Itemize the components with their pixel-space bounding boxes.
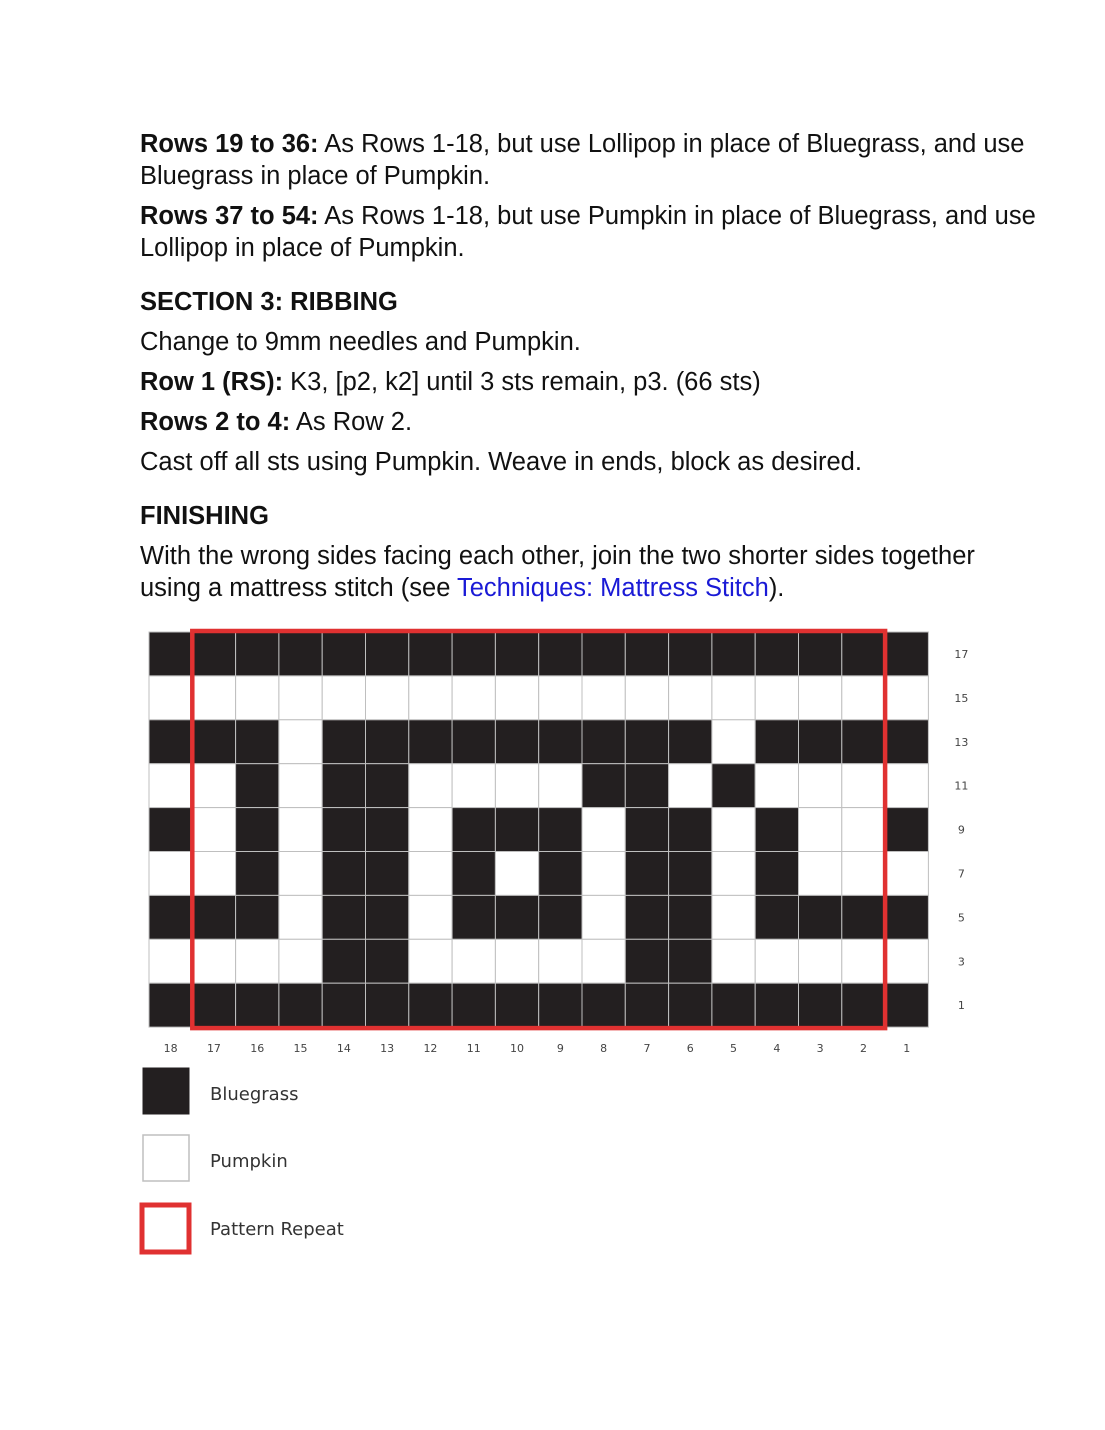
chart-cell	[452, 632, 495, 676]
column-number-label: 17	[206, 1042, 221, 1056]
chart-cell	[409, 720, 452, 764]
chart-cell	[842, 983, 885, 1027]
chart-cell	[842, 808, 885, 852]
chart-cell	[799, 983, 842, 1027]
chart-cell	[236, 632, 279, 676]
chart-cell	[799, 939, 842, 983]
chart-cell	[885, 852, 928, 896]
chart-cell	[625, 852, 668, 896]
chart-cell	[842, 895, 885, 939]
rows-2-4-text: As Row 2.	[290, 408, 413, 436]
legend-label: Pattern Repeat	[210, 1219, 344, 1240]
chart-cell	[625, 764, 668, 808]
column-number-label: 8	[600, 1042, 608, 1056]
chart-cell	[409, 764, 452, 808]
chart-cell	[149, 939, 192, 983]
chart-cell	[755, 720, 798, 764]
chart-cell	[712, 808, 755, 852]
chart-cell	[755, 895, 798, 939]
chart-cell	[409, 676, 452, 720]
column-number-label: 18	[163, 1042, 178, 1056]
chart-cell	[712, 632, 755, 676]
column-number-label: 14	[336, 1042, 351, 1056]
chart-cell	[885, 764, 928, 808]
chart-cell	[322, 939, 365, 983]
chart-cell	[366, 939, 409, 983]
chart-cell	[712, 983, 755, 1027]
chart-cell	[279, 720, 322, 764]
row-number-label: 17	[954, 647, 969, 661]
chart-cell	[452, 939, 495, 983]
row-1-text: K3, [p2, k2] until 3 sts remain, p3. (66 sts)	[283, 368, 761, 396]
chart-cell	[582, 632, 625, 676]
chart-cell	[192, 632, 235, 676]
legend-label: Pumpkin	[210, 1151, 288, 1172]
chart-cell	[539, 632, 582, 676]
finishing-heading: FINISHING	[140, 502, 269, 530]
chart-cell	[366, 676, 409, 720]
chart-cell	[582, 939, 625, 983]
chart-cell	[625, 939, 668, 983]
chart-cell	[192, 852, 235, 896]
chart-cell	[539, 720, 582, 764]
column-number-label: 6	[686, 1042, 694, 1056]
chart-cell	[799, 720, 842, 764]
chart-cell	[669, 895, 712, 939]
chart-cell	[669, 852, 712, 896]
chart-cell	[452, 852, 495, 896]
rows-37-54-text: As Rows 1-18, but use Pumpkin in place of Bluegrass, and use Lollipop in place of Pumpkin.	[140, 202, 1036, 262]
column-number-label: 12	[423, 1042, 438, 1056]
chart-cell	[539, 852, 582, 896]
chart-cell	[236, 852, 279, 896]
chart-cell	[755, 676, 798, 720]
column-number-label: 15	[293, 1042, 308, 1056]
row-number-label: 11	[954, 779, 969, 793]
chart-cell	[366, 895, 409, 939]
chart-cell	[322, 983, 365, 1027]
chart-cell	[279, 852, 322, 896]
chart-cell	[755, 983, 798, 1027]
chart-cell	[755, 808, 798, 852]
chart-cell	[366, 764, 409, 808]
chart-cell	[192, 983, 235, 1027]
chart-cell	[799, 895, 842, 939]
column-number-label: 10	[510, 1042, 525, 1056]
chart-cell	[366, 632, 409, 676]
chart-cell	[236, 983, 279, 1027]
chart-cell	[712, 676, 755, 720]
chart-cell	[495, 720, 538, 764]
chart-cell	[885, 632, 928, 676]
chart-cell	[539, 764, 582, 808]
chart-cell	[409, 852, 452, 896]
chart-cell	[625, 895, 668, 939]
chart-cell	[799, 676, 842, 720]
chart-cell	[885, 808, 928, 852]
chart-cell	[192, 764, 235, 808]
chart-cell	[236, 676, 279, 720]
chart-cell	[799, 808, 842, 852]
chart-cell	[279, 676, 322, 720]
chart-cell	[669, 983, 712, 1027]
chart-cell	[755, 632, 798, 676]
chart-cell	[842, 764, 885, 808]
rows-19-36-label: Rows 19 to 36:	[140, 130, 319, 158]
chart-cell	[409, 983, 452, 1027]
chart-cell	[236, 720, 279, 764]
chart-cell	[192, 676, 235, 720]
chart-cell	[669, 764, 712, 808]
chart-cell	[885, 983, 928, 1027]
chart-cell	[236, 808, 279, 852]
chart-cell	[236, 939, 279, 983]
chart-cell	[539, 983, 582, 1027]
chart-cell	[452, 764, 495, 808]
chart-cell	[322, 764, 365, 808]
chart-cell	[495, 764, 538, 808]
chart-cell	[582, 983, 625, 1027]
chart-cell	[669, 676, 712, 720]
chart-cell	[495, 852, 538, 896]
column-number-label: 9	[556, 1042, 564, 1056]
chart-cell	[669, 632, 712, 676]
chart-cell	[149, 676, 192, 720]
column-number-label: 3	[816, 1042, 824, 1056]
column-number-label: 5	[730, 1042, 738, 1056]
chart-cell	[842, 676, 885, 720]
chart-cell	[842, 939, 885, 983]
chart-cell	[799, 632, 842, 676]
chart-cell	[885, 895, 928, 939]
chart-cell	[279, 764, 322, 808]
column-number-label: 4	[773, 1042, 781, 1056]
chart-cell	[452, 983, 495, 1027]
chart-cell	[625, 720, 668, 764]
chart-cell	[409, 632, 452, 676]
column-number-label: 7	[643, 1042, 651, 1056]
column-number-label: 13	[380, 1042, 395, 1056]
legend-swatch-pattern-repeat	[142, 1205, 189, 1252]
chart-cell	[322, 676, 365, 720]
chart-cell	[582, 676, 625, 720]
chart-cell	[799, 764, 842, 808]
chart-cell	[539, 939, 582, 983]
row-number-label: 15	[954, 691, 969, 705]
chart-cell	[712, 895, 755, 939]
chart-cell	[625, 676, 668, 720]
chart-cell	[192, 808, 235, 852]
chart-cell	[495, 983, 538, 1027]
chart-cell	[322, 720, 365, 764]
chart-cell	[452, 720, 495, 764]
chart-cell	[279, 808, 322, 852]
chart-cell	[625, 808, 668, 852]
chart-cell	[279, 632, 322, 676]
chart-cell	[885, 939, 928, 983]
chart-cell	[885, 676, 928, 720]
chart-cell	[495, 676, 538, 720]
chart-cell	[495, 895, 538, 939]
column-number-label: 16	[250, 1042, 265, 1056]
column-number-label: 1	[903, 1042, 911, 1056]
chart-cell	[322, 632, 365, 676]
chart-cell	[409, 939, 452, 983]
chart-cell	[279, 983, 322, 1027]
chart-cell	[712, 720, 755, 764]
legend-swatch-pumpkin	[143, 1135, 189, 1181]
chart-cell	[582, 808, 625, 852]
chart-cell	[625, 632, 668, 676]
chart-cell	[322, 852, 365, 896]
chart-cell	[582, 764, 625, 808]
chart-cell	[409, 808, 452, 852]
rows-19-36-text: As Rows 1-18, but use Lollipop in place of Bluegrass, and use Bluegrass in place of Pumpkin.	[140, 130, 1025, 190]
chart-cell	[755, 939, 798, 983]
chart-cell	[236, 895, 279, 939]
chart-cell	[149, 895, 192, 939]
column-number-label: 2	[859, 1042, 867, 1056]
section-3-heading: SECTION 3: RIBBING	[140, 288, 398, 316]
chart-cell	[192, 720, 235, 764]
chart-cell	[149, 852, 192, 896]
chart-cell	[842, 720, 885, 764]
chart-cell	[755, 852, 798, 896]
chart-cell	[712, 939, 755, 983]
chart-cell	[582, 852, 625, 896]
row-number-label: 1	[957, 999, 965, 1013]
cast-off-text: Cast off all sts using Pumpkin. Weave in ends, block as desired.	[140, 448, 862, 476]
column-number-label: 11	[466, 1042, 481, 1056]
chart-cell	[842, 632, 885, 676]
chart-cell	[279, 895, 322, 939]
row-number-label: 13	[954, 735, 969, 749]
chart-cell	[582, 895, 625, 939]
chart-cell	[452, 808, 495, 852]
chart-cell	[755, 764, 798, 808]
chart-cell	[192, 939, 235, 983]
chart-cell	[582, 720, 625, 764]
chart-cell	[366, 983, 409, 1027]
rows-37-54-label: Rows 37 to 54:	[140, 202, 319, 230]
chart-cell	[149, 720, 192, 764]
chart-cell	[539, 808, 582, 852]
row-number-label: 9	[957, 823, 965, 837]
change-needles-text: Change to 9mm needles and Pumpkin.	[140, 328, 581, 356]
chart-cell	[409, 895, 452, 939]
chart-cell	[192, 895, 235, 939]
legend-swatch-bluegrass	[143, 1068, 189, 1114]
chart-cell	[322, 808, 365, 852]
chart-cell	[366, 720, 409, 764]
chart-cell	[236, 764, 279, 808]
chart-cell	[885, 720, 928, 764]
chart-cell	[322, 895, 365, 939]
chart-cell	[495, 808, 538, 852]
chart-cell	[149, 632, 192, 676]
chart-cell	[669, 720, 712, 764]
chart-cell	[539, 895, 582, 939]
chart-cell	[452, 676, 495, 720]
chart-cell	[495, 939, 538, 983]
legend-label: Bluegrass	[210, 1084, 299, 1105]
row-1-label: Row 1 (RS):	[140, 368, 284, 396]
chart-cell	[625, 983, 668, 1027]
chart-cell	[149, 983, 192, 1027]
chart-cell	[712, 764, 755, 808]
chart-cell	[452, 895, 495, 939]
chart-cell	[669, 808, 712, 852]
chart-cell	[149, 764, 192, 808]
chart-cell	[366, 852, 409, 896]
chart-cell	[495, 632, 538, 676]
rows-2-4-label: Rows 2 to 4:	[140, 408, 291, 436]
mattress-stitch-link[interactable]: Techniques: Mattress Stitch	[457, 574, 769, 602]
chart-cell	[279, 939, 322, 983]
row-number-label: 5	[957, 911, 965, 925]
chart-cell	[842, 852, 885, 896]
chart-cell	[799, 852, 842, 896]
chart-cell	[149, 808, 192, 852]
chart-cell	[366, 808, 409, 852]
finishing-text-before: With the wrong sides facing each other, join the two shorter sides together using a mattress stitch (see	[140, 542, 975, 602]
chart-cell	[539, 676, 582, 720]
row-number-label: 7	[957, 867, 965, 881]
finishing-text-after: ).	[768, 574, 785, 602]
chart-cell	[669, 939, 712, 983]
row-number-label: 3	[957, 955, 965, 969]
chart-cell	[712, 852, 755, 896]
